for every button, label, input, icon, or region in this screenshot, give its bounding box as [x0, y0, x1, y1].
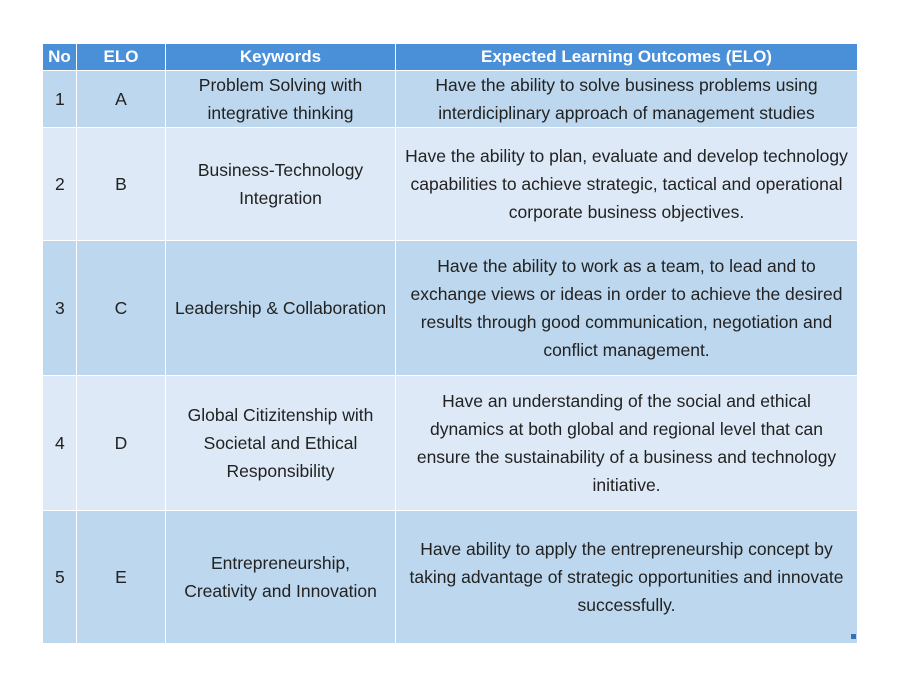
header-no: No	[43, 44, 77, 71]
header-keywords: Keywords	[166, 44, 396, 71]
cell-elo: E	[77, 511, 166, 644]
header-outcomes: Expected Learning Outcomes (ELO)	[396, 44, 858, 71]
table-row	[43, 376, 858, 511]
cell-keywords: Entrepreneurship, Creativity and Innovation	[166, 511, 396, 644]
cell-keywords: Leadership & Collaboration	[166, 241, 396, 376]
cell-keywords: Business-Technology Integration	[166, 128, 396, 241]
cell-keywords: Problem Solving with integrative thinking	[166, 71, 396, 128]
table-header-row	[43, 44, 858, 71]
table-row	[43, 241, 858, 376]
cell-outcome: Have an understanding of the social and ethical dynamics at both global and regional level that can ensure the sustainability of a business and technology initiative.	[396, 376, 858, 511]
header-elo: ELO	[77, 44, 166, 71]
cell-no: 4	[43, 376, 77, 511]
cell-outcome: Have the ability to plan, evaluate and develop technology capabilities to achieve strategic, tactical and operational corporate business objectives.	[396, 128, 858, 241]
table-row	[43, 511, 858, 644]
elo-table-container	[42, 43, 857, 644]
cell-keywords: Global Citizitenship with Societal and Ethical Responsibility	[166, 376, 396, 511]
cell-elo: D	[77, 376, 166, 511]
table-row	[43, 71, 858, 128]
cell-outcome: Have the ability to solve business problems using interdiciplinary approach of management studies	[396, 71, 858, 128]
cell-elo: A	[77, 71, 166, 128]
cell-outcome: Have ability to apply the entrepreneurship concept by taking advantage of strategic opportunities and innovate successfully.	[396, 511, 858, 644]
table-row	[43, 128, 858, 241]
cell-outcome: Have the ability to work as a team, to lead and to exchange views or ideas in order to achieve the desired results through good communication, negotiation and conflict management.	[396, 241, 858, 376]
cell-no: 2	[43, 128, 77, 241]
cell-elo: B	[77, 128, 166, 241]
cell-no: 1	[43, 71, 77, 128]
corner-mark	[851, 634, 856, 639]
cell-elo: C	[77, 241, 166, 376]
cell-no: 3	[43, 241, 77, 376]
cell-no: 5	[43, 511, 77, 644]
elo-table	[42, 43, 858, 644]
